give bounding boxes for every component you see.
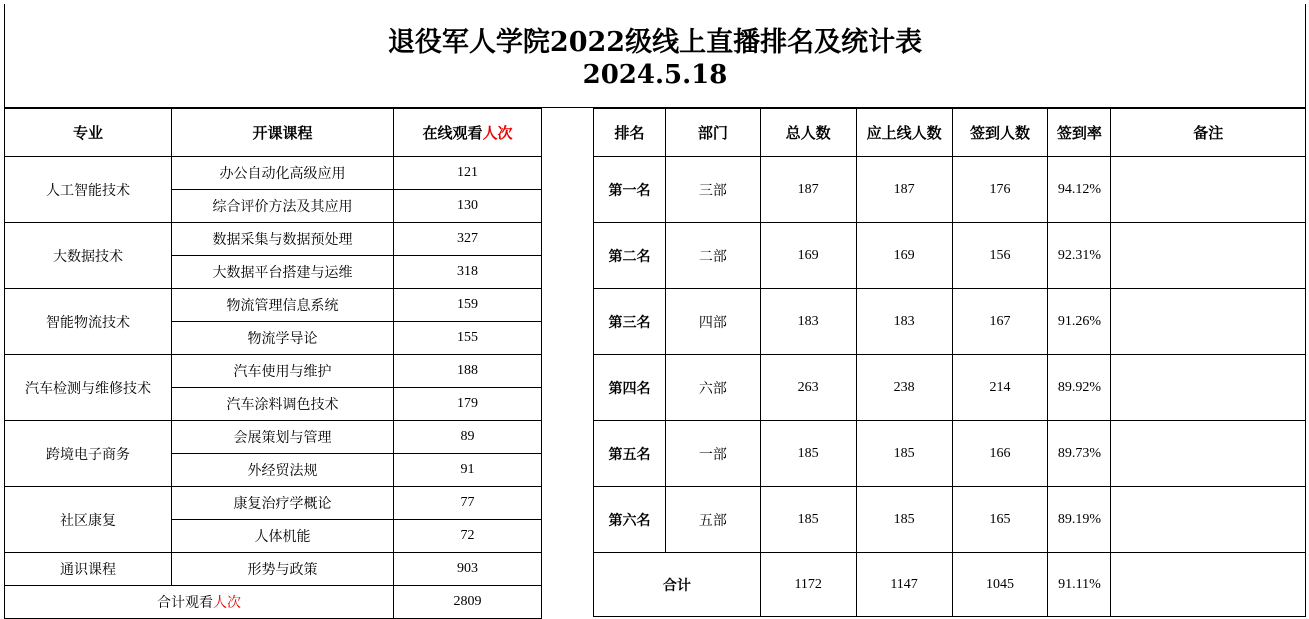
major-cell: 大数据技术 [5, 223, 172, 289]
views-cell: 89 [394, 421, 542, 454]
dept-cell: 六部 [665, 355, 760, 421]
dept-cell: 四部 [665, 289, 760, 355]
dept-cell: 一部 [665, 421, 760, 487]
major-cell: 社区康复 [5, 487, 172, 553]
note-cell [1111, 421, 1306, 487]
signed-cell: 167 [952, 289, 1048, 355]
course-cell: 会展策划与管理 [172, 421, 394, 454]
course-cell: 办公自动化高级应用 [172, 157, 394, 190]
rank-cell: 第一名 [594, 157, 666, 223]
header-total: 总人数 [760, 109, 856, 157]
note-cell [1111, 289, 1306, 355]
table-row [594, 421, 1306, 487]
views-cell: 72 [394, 520, 542, 553]
views-cell: 130 [394, 190, 542, 223]
rate-cell: 91.26% [1048, 289, 1111, 355]
header-rate: 签到率 [1048, 109, 1111, 157]
rank-cell: 第四名 [594, 355, 666, 421]
total-row [594, 553, 1306, 617]
rank-cell: 第六名 [594, 487, 666, 553]
expected-cell: 185 [856, 487, 952, 553]
header-dept: 部门 [665, 109, 760, 157]
major-cell: 人工智能技术 [5, 157, 172, 223]
major-cell: 智能物流技术 [5, 289, 172, 355]
table-row [5, 421, 542, 454]
course-cell: 康复治疗学概论 [172, 487, 394, 520]
expected-cell: 238 [856, 355, 952, 421]
views-cell: 188 [394, 355, 542, 388]
rate-cell: 89.19% [1048, 487, 1111, 553]
header-rank: 排名 [594, 109, 666, 157]
header-course: 开课课程 [172, 109, 394, 157]
course-views-table [4, 108, 542, 619]
views-cell: 155 [394, 322, 542, 355]
page-title: 退役军人学院2022级线上直播排名及统计表 [387, 27, 923, 58]
header-views: 在线观看人次 [394, 109, 542, 157]
rate-cell: 89.73% [1048, 421, 1111, 487]
signed-cell: 156 [952, 223, 1048, 289]
views-cell: 91 [394, 454, 542, 487]
course-cell: 外经贸法规 [172, 454, 394, 487]
header-expected: 应上线人数 [856, 109, 952, 157]
rate-cell: 94.12% [1048, 157, 1111, 223]
signed-cell: 165 [952, 487, 1048, 553]
total-cell: 263 [760, 355, 856, 421]
total-label: 合计 [594, 553, 761, 617]
total-cell: 183 [760, 289, 856, 355]
expected-sum: 1147 [856, 553, 952, 617]
total-cell: 185 [760, 421, 856, 487]
total-sum: 1172 [760, 553, 856, 617]
course-cell: 综合评价方法及其应用 [172, 190, 394, 223]
note-cell [1111, 157, 1306, 223]
major-cell: 汽车检测与维修技术 [5, 355, 172, 421]
rate-cell: 92.31% [1048, 223, 1111, 289]
table-row [5, 157, 542, 190]
total-row [5, 586, 542, 619]
views-cell: 179 [394, 388, 542, 421]
rate-overall: 91.11% [1048, 553, 1111, 617]
signed-sum: 1045 [952, 553, 1048, 617]
note-cell [1111, 223, 1306, 289]
note-cell [1111, 355, 1306, 421]
rank-cell: 第二名 [594, 223, 666, 289]
expected-cell: 169 [856, 223, 952, 289]
views-cell: 77 [394, 487, 542, 520]
course-cell: 物流学导论 [172, 322, 394, 355]
course-cell: 物流管理信息系统 [172, 289, 394, 322]
course-cell: 数据采集与数据预处理 [172, 223, 394, 256]
views-cell: 327 [394, 223, 542, 256]
rate-cell: 89.92% [1048, 355, 1111, 421]
title-block [4, 4, 1306, 108]
dept-cell: 五部 [665, 487, 760, 553]
spreadsheet [4, 4, 1306, 616]
dept-cell: 三部 [665, 157, 760, 223]
views-cell: 903 [394, 553, 542, 586]
note-cell [1111, 553, 1306, 617]
table-row [5, 487, 542, 520]
signed-cell: 176 [952, 157, 1048, 223]
views-cell: 318 [394, 256, 542, 289]
total-cell: 187 [760, 157, 856, 223]
course-cell: 人体机能 [172, 520, 394, 553]
total-cell: 185 [760, 487, 856, 553]
table-row [594, 355, 1306, 421]
header-major: 专业 [5, 109, 172, 157]
report-date: 2024.5.18 [582, 60, 728, 90]
expected-cell: 183 [856, 289, 952, 355]
table-row [594, 289, 1306, 355]
note-cell [1111, 487, 1306, 553]
views-cell: 159 [394, 289, 542, 322]
table-row [594, 157, 1306, 223]
course-cell: 汽车使用与维护 [172, 355, 394, 388]
signed-cell: 214 [952, 355, 1048, 421]
expected-cell: 187 [856, 157, 952, 223]
dept-cell: 二部 [665, 223, 760, 289]
expected-cell: 185 [856, 421, 952, 487]
signed-cell: 166 [952, 421, 1048, 487]
table-gap [541, 108, 593, 616]
rank-cell: 第三名 [594, 289, 666, 355]
course-cell: 形势与政策 [172, 553, 394, 586]
course-cell: 汽车涂料调色技术 [172, 388, 394, 421]
course-cell: 大数据平台搭建与运维 [172, 256, 394, 289]
total-cell: 169 [760, 223, 856, 289]
table-row [594, 223, 1306, 289]
header-signed: 签到人数 [952, 109, 1048, 157]
total-label: 合计观看人次 [5, 586, 394, 619]
table-row [594, 487, 1306, 553]
rank-cell: 第五名 [594, 421, 666, 487]
major-cell: 跨境电子商务 [5, 421, 172, 487]
views-cell: 121 [394, 157, 542, 190]
sign-in-ranking-table [593, 108, 1306, 617]
table-row [5, 289, 542, 322]
total-views: 2809 [394, 586, 542, 619]
major-cell: 通识课程 [5, 553, 172, 586]
header-note: 备注 [1111, 109, 1306, 157]
table-row [5, 223, 542, 256]
table-row [5, 553, 542, 586]
table-row [5, 355, 542, 388]
